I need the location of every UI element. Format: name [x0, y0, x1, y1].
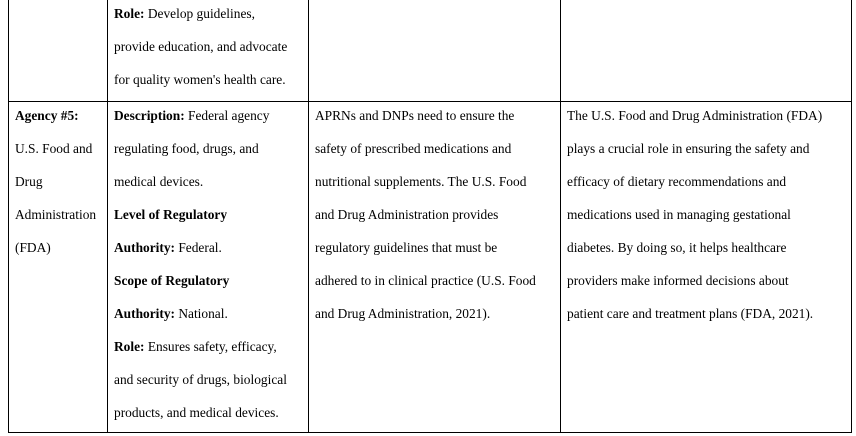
impact-line-6: providers make informed decisions about — [567, 273, 789, 288]
impact-line-4: medications used in managing gestational — [567, 207, 791, 222]
aprn-line-6: adhered to in clinical practice (U.S. Food — [315, 273, 536, 288]
description-line-2: regulating food, drugs, and — [114, 141, 259, 156]
level-authority-label: Authority: — [114, 240, 175, 255]
scope-value: National. — [175, 306, 228, 321]
impact-cell — [561, 0, 852, 102]
impact-line-3: efficacy of dietary recommendations and — [567, 174, 787, 189]
table-row-previous-agency — [9, 0, 852, 102]
aprn-line-5: regulatory guidelines that must be — [315, 240, 498, 255]
role-line-1 — [114, 0, 302, 30]
agency-name-line-1: U.S. Food and — [15, 141, 93, 156]
level-value: Federal. — [175, 240, 222, 255]
agency-name-line-4: (FDA) — [15, 240, 51, 255]
agency-cell — [9, 102, 108, 433]
role-label: Role: — [114, 339, 145, 354]
scope-label: Scope of Regulatory — [114, 273, 230, 288]
scope-authority-label: Authority: — [114, 306, 175, 321]
agency-name-line-3: Administration — [15, 207, 97, 222]
description-cell — [108, 0, 309, 102]
description-label: Description: — [114, 108, 185, 123]
role-line-3: products, and medical devices. — [114, 405, 279, 420]
role-line-2: provide education, and advocate — [114, 39, 288, 54]
agency-number: Agency #5: — [15, 108, 79, 123]
table-row-agency-5 — [9, 102, 852, 433]
description-line-3: medical devices. — [114, 174, 204, 189]
regulatory-agencies-table — [8, 0, 852, 433]
aprn-relevance-cell — [309, 0, 561, 102]
scope-line-2 — [114, 297, 302, 330]
level-label-line-1 — [114, 198, 302, 231]
agency-name-line-2: Drug — [15, 174, 43, 189]
impact-line-7: patient care and treatment plans (FDA, 2021). — [567, 306, 814, 321]
description-text: Federal agency — [184, 108, 270, 123]
scope-label-line-1 — [114, 264, 302, 297]
agency-label — [15, 102, 101, 133]
aprn-relevance-cell — [309, 102, 561, 433]
impact-cell — [561, 102, 852, 433]
role-text: Develop guidelines, — [144, 6, 255, 21]
aprn-line-7: and Drug Administration, 2021). — [315, 306, 491, 321]
role-text: Ensures safety, efficacy, — [144, 339, 277, 354]
impact-line-1: The U.S. Food and Drug Administration (FDA) — [567, 108, 823, 123]
agency-cell — [9, 0, 108, 102]
aprn-line-3: nutritional supplements. The U.S. Food — [315, 174, 527, 189]
role-line-3: for quality women's health care. — [114, 72, 286, 87]
role-line-2: and security of drugs, biological — [114, 372, 287, 387]
aprn-line-1: APRNs and DNPs need to ensure the — [315, 108, 515, 123]
aprn-line-2: safety of prescribed medications and — [315, 141, 512, 156]
description-line-1 — [114, 102, 302, 133]
level-line-2 — [114, 231, 302, 264]
impact-line-2: plays a crucial role in ensuring the safety and — [567, 141, 810, 156]
impact-line-5: diabetes. By doing so, it helps healthcare — [567, 240, 787, 255]
description-cell — [108, 102, 309, 433]
level-label: Level of Regulatory — [114, 207, 228, 222]
role-line-1 — [114, 330, 302, 363]
aprn-line-4: and Drug Administration provides — [315, 207, 499, 222]
role-label: Role: — [114, 6, 145, 21]
